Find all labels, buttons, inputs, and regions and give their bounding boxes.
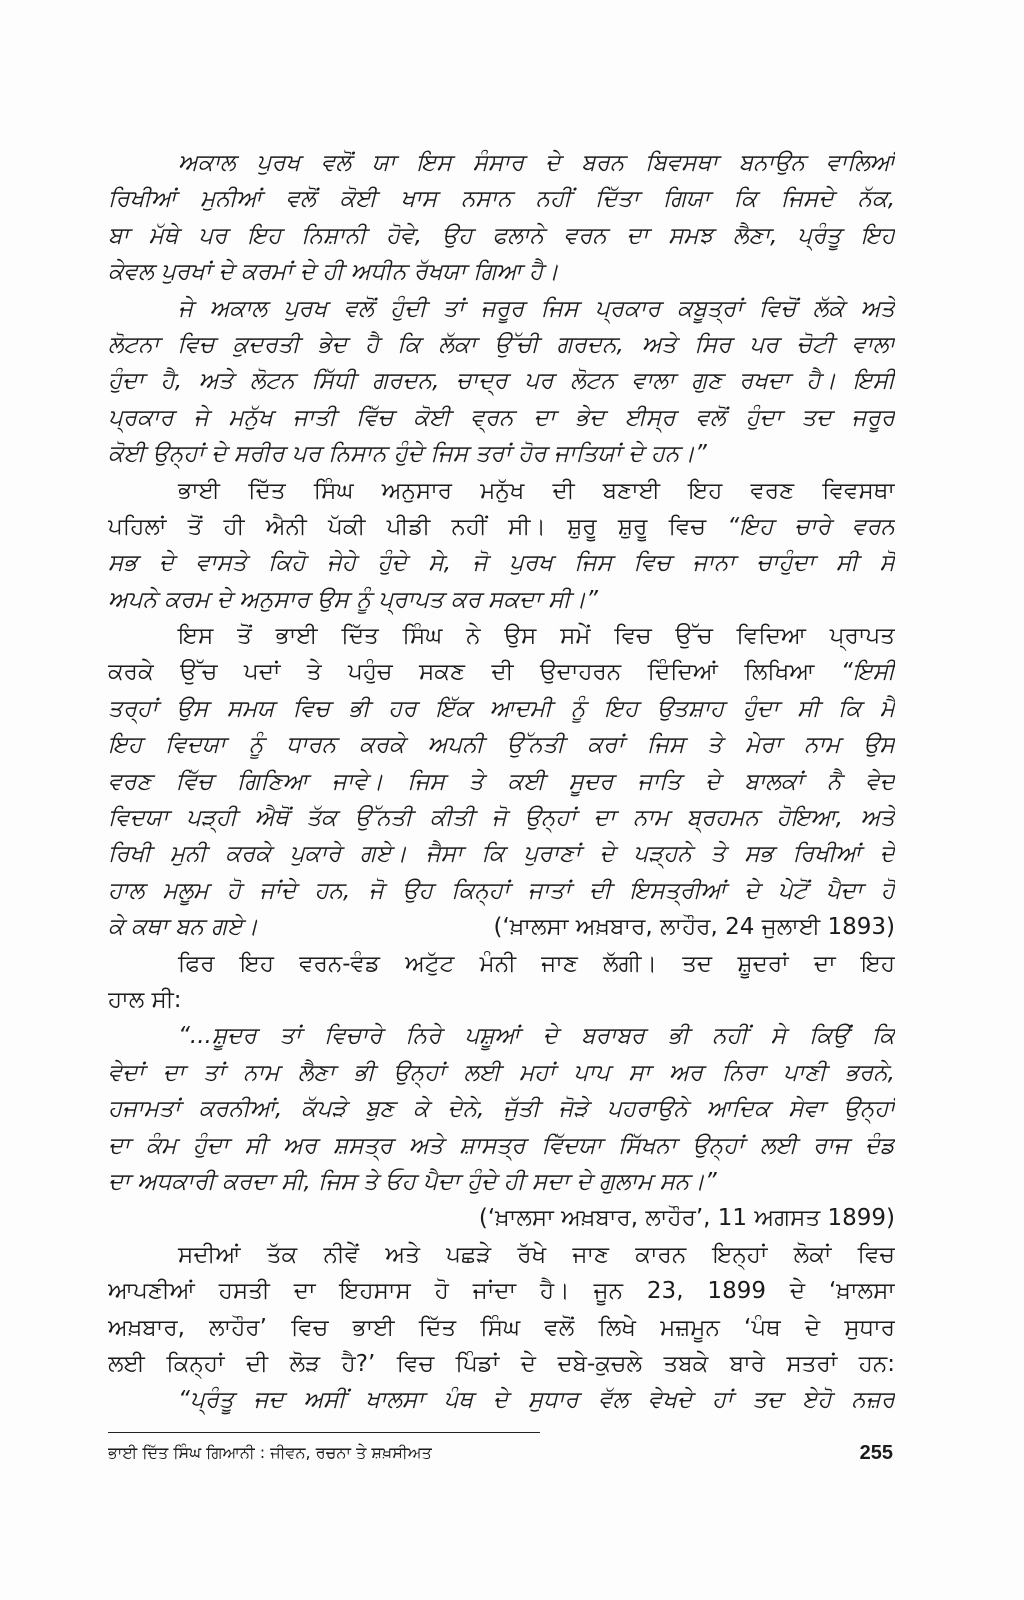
- body-line: ਕੋਈ ਉਨ੍ਹਾਂ ਦੇ ਸਰੀਰ ਪਰ ਨਿਸਾਨ ਹੁੰਦੇ ਜਿਸ ਤਰਾਂ ਹੋਰ ਜਾਤਿਯਾਂ ਦੇ ਹਨ।”: [108, 441, 707, 468]
- body-line: ਵੇਦਾਂ ਦਾ ਤਾਂ ਨਾਮ ਲੈਣਾ ਭੀ ਉਨ੍ਹਾਂ ਲਈ ਮਹਾਂ ਪਾਪ ਸਾ ਅਰ ਨਿਰਾ ਪਾਣੀ ਭਰਨੇ,: [108, 1059, 895, 1086]
- body-line: [108, 509, 895, 545]
- body-line: ਰਿਖੀ ਮੁਨੀ ਕਰਕੇ ਪੁਕਾਰੇ ਗਏ। ਜੈਸਾ ਕਿ ਪੁਰਾਣਾਂ ਦੇ ਪੜ੍ਹਨੇ ਤੇ ਸਭ ਰਿਖੀਆਂ ਦੇ: [108, 841, 895, 868]
- page-number: 255: [859, 1442, 893, 1464]
- body-line: ਵਰਣ ਵਿੱਚ ਗਿਣਿਆ ਜਾਵੇ। ਜਿਸ ਤੇ ਕਈ ਸੂਦਰ ਜਾਤਿ ਦੇ ਬਾਲਕਾਂ ਨੈ ਵੇਦ: [108, 768, 895, 795]
- body-line: ਅਪਨੇ ਕਰਮ ਦੇ ਅਨੁਸਾਰ ਉਸ ਨੂੰ ਪ੍ਰਾਪਤ ਕਰ ਸਕਦਾ ਸੀ।”: [108, 586, 598, 613]
- body-line: ਫਿਰ ਇਹ ਵਰਨ-ਵੰਡ ਅਟੁੱਟ ਮੰਨੀ ਜਾਣ ਲੱਗੀ। ਤਦ ਸ਼ੂਦਰਾਂ ਦਾ ਇਹ: [178, 950, 895, 977]
- body-line: [108, 654, 895, 690]
- quote-text: “ਇਹ ਚਾਰੇ ਵਰਨ: [727, 513, 895, 540]
- body-line: ਵਿਦਯਾ ਪੜ੍ਹੀ ਐਥੋਂ ਤੱਕ ਉੱਨਤੀ ਕੀਤੀ ਜੋ ਉਨ੍ਹਾਂ ਦਾ ਨਾਮ ਬ੍ਰਹਮਨ ਹੋਇਆ, ਅਤੇ: [108, 805, 895, 832]
- body-line: ਹੁੰਦਾ ਹੈ, ਅਤੇ ਲੋਟਨ ਸਿੱਧੀ ਗਰਦਨ, ਚਾਦ੍ਰ ਪਰ ਲੋਟਨ ਵਾਲਾ ਗੁਣ ਰਖਦਾ ਹੈ। ਇਸੀ: [108, 368, 895, 395]
- body-text-segment: ਪਹਿਲਾਂ ਤੋਂ ਹੀ ਐਨੀ ਪੱਕੀ ਪੀਡੀ ਨਹੀਂ ਸੀ। ਸ਼ੁਰੂ ਸ਼ੁਰੂ ਵਿਚ: [108, 513, 706, 540]
- body-line: ਦਾ ਅਧਕਾਰੀ ਕਰਦਾ ਸੀ, ਜਿਸ ਤੇ ਓਹ ਪੈਦਾ ਹੁੰਦੇ ਹੀ ਸਦਾ ਦੇ ਗੁਲਾਮ ਸਨ।”: [108, 1168, 717, 1195]
- citation: (‘ਖ਼ਾਲਸਾ ਅਖ਼ਬਾਰ, ਲਾਹੌਰ’, 11 ਅਗਸਤ 1899): [478, 1205, 895, 1232]
- body-line: ਪ੍ਰਕਾਰ ਜੇ ਮਨੁੱਖ ਜਾਤੀ ਵਿੱਚ ਕੋਈ ਵ੍ਰਨ ਦਾ ਭੇਦ ਈਸ੍ਰ ਵਲੋਂ ਹੁੰਦਾ ਤਦ ਜਰੂਰ: [108, 404, 895, 431]
- body-line: ਅਖ਼ਬਾਰ, ਲਾਹੌਰ’ ਵਿਚ ਭਾਈ ਦਿੱਤ ਸਿੰਘ ਵਲੋਂ ਲਿਖੇ ਮਜ਼ਮੂਨ ‘ਪੰਥ ਦੇ ਸੁਧਾਰ: [108, 1314, 895, 1341]
- body-text-segment: ਕਰਕੇ ਉੱਚ ਪਦਾਂ ਤੇ ਪਹੁੰਚ ਸਕਣ ਦੀ ਉਦਾਹਰਨ ਦਿੰਦਿਆਂ ਲਿਖਿਆ: [108, 659, 815, 686]
- body-line: ਤਰ੍ਹਾਂ ਉਸ ਸਮਯ ਵਿਚ ਭੀ ਹਰ ਇੱਕ ਆਦਮੀ ਨੂੰ ਇਹ ਉਤਸ਼ਾਹ ਹੁੰਦਾ ਸੀ ਕਿ ਮੈਂ: [108, 695, 895, 722]
- body-text: [108, 145, 895, 1419]
- body-line: ਜੇ ਅਕਾਲ ਪੁਰਖ ਵਲੋਂ ਹੁੰਦੀ ਤਾਂ ਜਰੂਰ ਜਿਸ ਪ੍ਰਕਾਰ ਕਬੂਤ੍ਰਾਂ ਵਿਚੋਂ ਲੱਕੇ ਅਤੇ: [178, 295, 895, 322]
- body-line: [108, 909, 895, 945]
- body-line: ਰਿਖੀਆਂ ਮੁਨੀਆਂ ਵਲੋਂ ਕੋਈ ਖਾਸ ਨਸਾਨ ਨਹੀਂ ਦਿੱਤਾ ਗਿਯਾ ਕਿ ਜਿਸਦੇ ਨੱਕ,: [108, 186, 895, 213]
- running-footer-title: ਭਾਈ ਦਿੱਤ ਸਿੰਘ ਗਿਆਨੀ : ਜੀਵਨ, ਰਚਨਾ ਤੇ ਸ਼ਖ਼ਸੀਅਤ: [108, 1443, 432, 1462]
- body-line: ਸਭ ਦੇ ਵਾਸਤੇ ਕਿਹੋ ਜੇਹੇ ਹੁੰਦੇ ਸੇ, ਜੋ ਪੁਰਖ ਜਿਸ ਵਿਚ ਜਾਨਾ ਚਾਹੁੰਦਾ ਸੀ ਸੋ: [108, 550, 895, 577]
- citation: (‘ਖ਼ਾਲਸਾ ਅਖ਼ਬਾਰ, ਲਾਹੌਰ, 24 ਜੁਲਾਈ 1893): [493, 914, 895, 941]
- body-line: ਇਹ ਵਿਦਯਾ ਨੂੰ ਧਾਰਨ ਕਰਕੇ ਅਪਨੀ ਉੱਨਤੀ ਕਰਾਂ ਜਿਸ ਤੇ ਮੇਰਾ ਨਾਮ ਉਸ: [108, 732, 895, 759]
- body-line: ਇਸ ਤੋਂ ਭਾਈ ਦਿੱਤ ਸਿੰਘ ਨੇ ਉਸ ਸਮੇਂ ਵਿਚ ਉੱਚ ਵਿਦਿਆ ਪ੍ਰਾਪਤ: [178, 623, 895, 650]
- body-line: ਲਈ ਕਿਨ੍ਹਾਂ ਦੀ ਲੋੜ ਹੈ?’ ਵਿਚ ਪਿੰਡਾਂ ਦੇ ਦਬੇ-ਕੁਚਲੇ ਤਬਕੇ ਬਾਰੇ ਸਤਰਾਂ ਹਨ:: [108, 1350, 895, 1377]
- body-line: “...ਸ਼ੂਦਰ ਤਾਂ ਵਿਚਾਰੇ ਨਿਰੇ ਪਸ਼ੂਆਂ ਦੇ ਬਰਾਬਰ ਭੀ ਨਹੀਂ ਸੇ ਕਿਉਂ ਕਿ: [178, 1023, 895, 1050]
- body-line: ਆਪਣੀਆਂ ਹਸਤੀ ਦਾ ਇਹਸਾਸ ਹੋ ਜਾਂਦਾ ਹੈ। ਜੂਨ 23, 1899 ਦੇ ‘ਖ਼ਾਲਸਾ: [108, 1278, 895, 1305]
- body-line: ਹਾਲ ਮਲੂਮ ਹੋ ਜਾਂਦੇ ਹਨ, ਜੋ ਉਹ ਕਿਨ੍ਹਾਂ ਜਾਤਾਂ ਦੀ ਇਸਤ੍ਰੀਆਂ ਦੇ ਪੇਟੋਂ ਪੈਦਾ ਹੋ: [108, 877, 895, 904]
- body-line: ਕੇਵਲ ਪੁਰਖਾਂ ਦੇ ਕਰਮਾਂ ਦੇ ਹੀ ਅਧੀਨ ਰੱਖਯਾ ਗਿਆ ਹੈ।: [108, 259, 559, 286]
- footer-divider: [108, 1432, 540, 1433]
- quote-text: ਕੇ ਕਥਾ ਬਨ ਗਏ।: [108, 914, 258, 941]
- body-line: ਲੋਟਨਾ ਵਿਚ ਕੁਦਰਤੀ ਭੇਦ ਹੈ ਕਿ ਲੱਕਾ ਉੱਚੀ ਗਰਦਨ, ਅਤੇ ਸਿਰ ਪਰ ਚੋਟੀ ਵਾਲਾ: [108, 331, 895, 358]
- body-line: ਬਾ ਮੱਥੇ ਪਰ ਇਹ ਨਿਸ਼ਾਨੀ ਹੋਵੇ, ਉਹ ਫਲਾਨੇ ਵਰਨ ਦਾ ਸਮਝ ਲੈਣਾ, ਪ੍ਰੰਤੂ ਇਹ: [108, 222, 895, 249]
- quote-text: “ਇਸੀ: [840, 659, 895, 686]
- body-line: ਭਾਈ ਦਿੱਤ ਸਿੰਘ ਅਨੁਸਾਰ ਮਨੁੱਖ ਦੀ ਬਣਾਈ ਇਹ ਵਰਣ ਵਿਵਸਥਾ: [178, 477, 895, 504]
- body-line: ਹਾਲ ਸੀ:: [108, 986, 182, 1013]
- body-line: “ਪ੍ਰੰਤੂ ਜਦ ਅਸੀਂ ਖਾਲਸਾ ਪੰਥ ਦੇ ਸੁਧਾਰ ਵੱਲ ਵੇਖਦੇ ਹਾਂ ਤਦ ਏਹੋ ਨਜ਼ਰ: [178, 1387, 895, 1414]
- body-line: ਅਕਾਲ ਪੁਰਖ ਵਲੋਂ ਯਾ ਇਸ ਸੰਸਾਰ ਦੇ ਬਰਨ ਬਿਵਸਥਾ ਬਨਾਉਨ ਵਾਲਿਆਂ: [178, 150, 895, 176]
- body-line: ਸਦੀਆਂ ਤੱਕ ਨੀਵੇਂ ਅਤੇ ਪਛੜੇ ਰੱਖੇ ਜਾਣ ਕਾਰਨ ਇਨ੍ਹਾਂ ਲੋਕਾਂ ਵਿਚ: [178, 1241, 895, 1268]
- body-line: ਹਜਾਮਤਾਂ ਕਰਨੀਆਂ, ਕੱਪੜੇ ਬੁਣ ਕੇ ਦੇਨੇ, ਜੁੱਤੀ ਜੋੜੇ ਪਹਰਾਉਨੇ ਆਦਿਕ ਸੇਵਾ ਉਨ੍ਹਾਂ: [108, 1096, 895, 1123]
- body-line: ਦਾ ਕੰਮ ਹੁੰਦਾ ਸੀ ਅਰ ਸ਼ਸਤ੍ਰ ਅਤੇ ਸ਼ਾਸਤ੍ਰ ਵਿੱਦਯਾ ਸਿੱਖਨਾ ਉਨ੍ਹਾਂ ਲਈ ਰਾਜ ਦੰਡ: [108, 1132, 895, 1159]
